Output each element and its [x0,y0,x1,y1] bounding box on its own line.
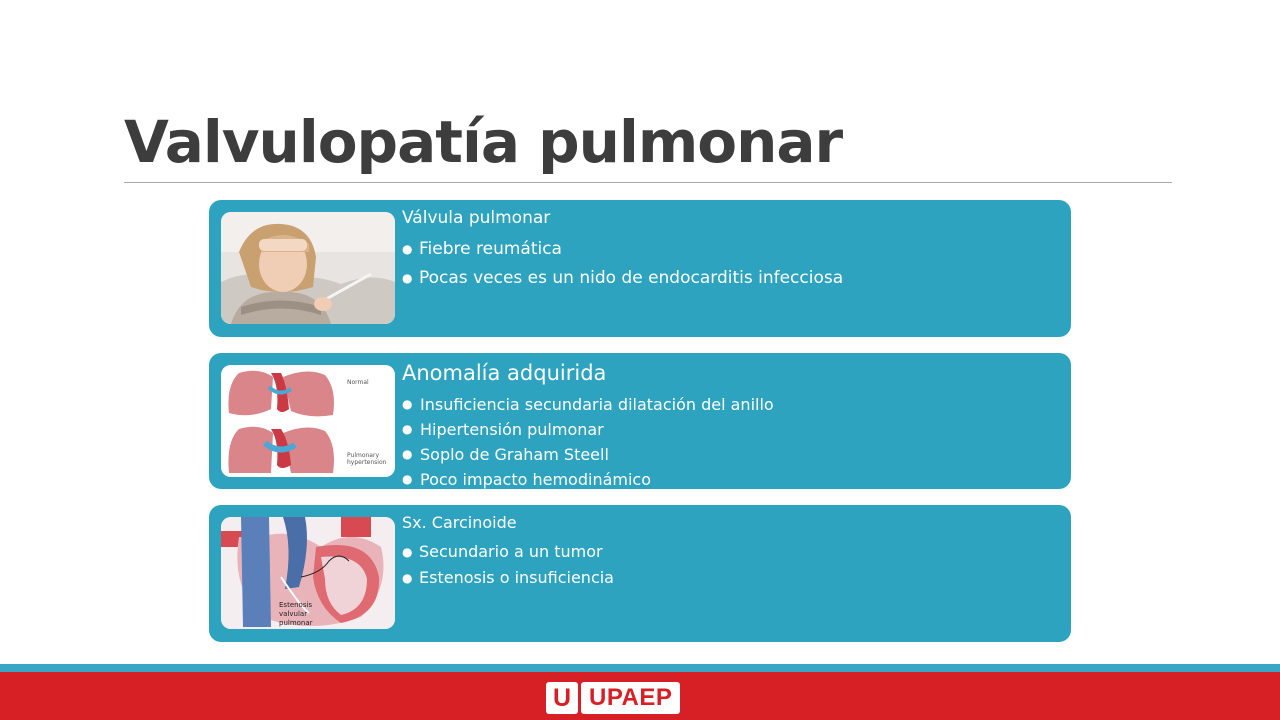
image-label-valvular: valvular [279,610,308,618]
bullet-item: ● Soplo de Graham Steell [402,442,1061,467]
bullet-item: ● Insuficiencia secundaria dilatación del anillo [402,392,1061,417]
bullet-item: ● Secundario a un tumor [402,539,1061,565]
logo-mark: U [546,682,578,714]
upaep-logo [546,682,680,714]
footer-stripe [0,664,1280,672]
card-sx-carcinoide [209,505,1071,642]
bullet-list [402,539,1061,591]
bullet-item: ● Hipertensión pulmonar [402,417,1061,442]
image-label-hypertension: hypertension [347,459,387,466]
card-heading: Anomalía adquirida [402,361,607,385]
card-heading: Sx. Carcinoide [402,513,517,532]
bullet-list [402,392,1061,489]
card-anomalia-adquirida [209,353,1071,489]
card-text [402,207,1061,293]
lungs-illustration [221,365,395,477]
card-text [402,512,1061,591]
card-heading: Válvula pulmonar [402,208,551,228]
heart-illustration [221,517,395,629]
card-valvula-pulmonar [209,200,1071,337]
image-label-normal: Normal [347,379,369,386]
image-label-pulmonar: pulmonar [279,619,313,627]
sick-woman-photo [221,212,395,324]
slide-title: Valvulopatía pulmonar [124,108,843,176]
logo-text: UPAEP [581,682,680,714]
bullet-list [402,235,1061,293]
bullet-item: ● Poco impacto hemodinámico [402,467,1061,489]
bullet-item: ● Estenosis o insuficiencia [402,565,1061,591]
bullet-item: ● Fiebre reumática [402,235,1061,264]
title-divider [124,182,1172,183]
image-label-pulmonary: Pulmonary [347,452,379,459]
card-text [402,360,1061,489]
image-label-estenosis: Estenosis [279,601,313,609]
bullet-item: ● Pocas veces es un nido de endocarditis infecciosa [402,264,1061,293]
